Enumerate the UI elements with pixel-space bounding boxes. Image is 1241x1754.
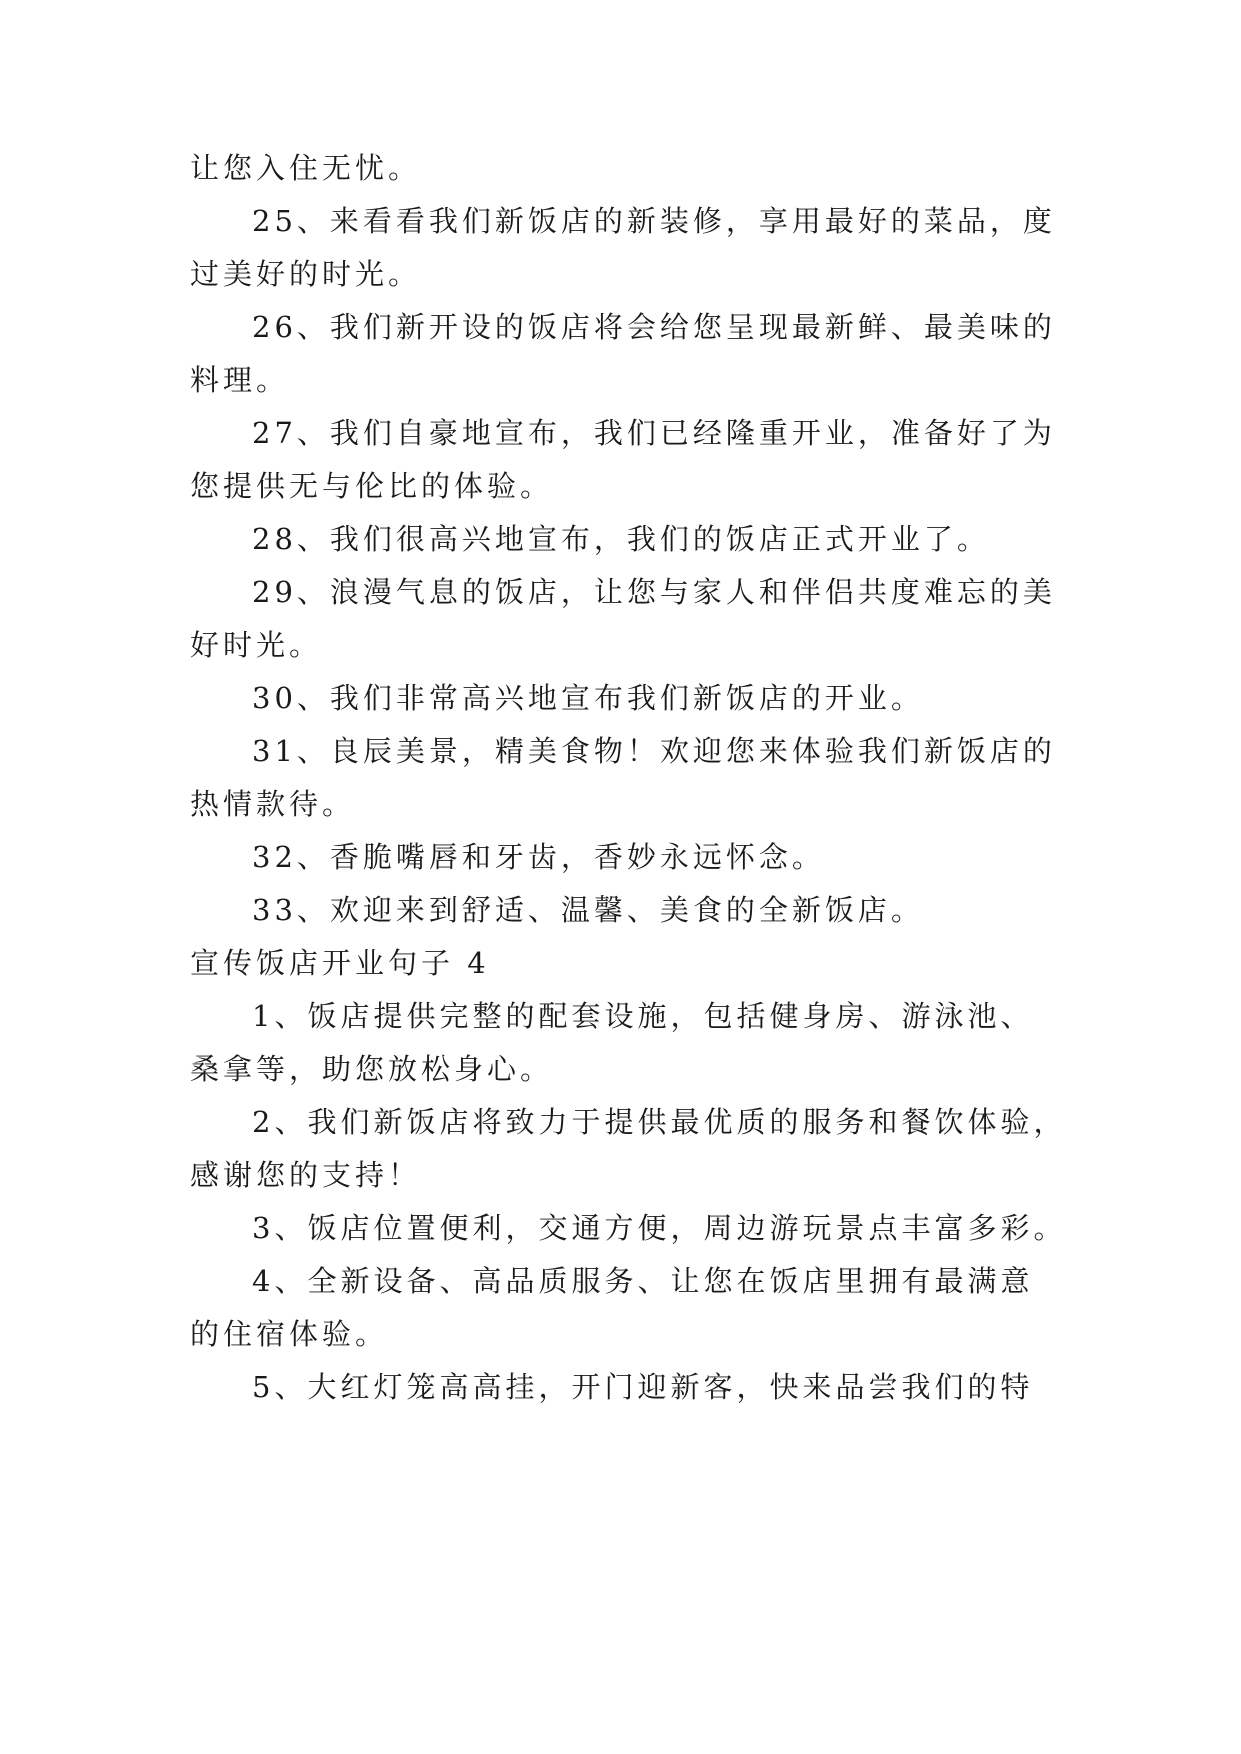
text-line: 您提供无与伦比的体验。	[190, 469, 554, 503]
text-line: 让您入住无忧。	[190, 151, 422, 185]
list-item-25: 25、来看看我们新饭店的新装修，享用最好的菜品，度	[252, 204, 1056, 238]
text-line: 好时光。	[190, 628, 323, 662]
list-item-3: 3、饭店位置便利，交通方便，周边游玩景点丰富多彩。	[252, 1211, 1067, 1245]
section-heading: 宣传饭店开业句子 4	[190, 946, 490, 980]
text-line: 料理。	[190, 363, 290, 397]
text-line: 感谢您的支持！	[190, 1158, 422, 1192]
list-item-28: 28、我们很高兴地宣布，我们的饭店正式开业了。	[252, 522, 990, 556]
list-item-2: 2、我们新饭店将致力于提供最优质的服务和餐饮体验，	[252, 1105, 1067, 1139]
list-item-29: 29、浪漫气息的饭店，让您与家人和伴侣共度难忘的美	[252, 575, 1056, 609]
text-line: 桑拿等，助您放松身心。	[190, 1052, 554, 1086]
list-item-1: 1、饭店提供完整的配套设施，包括健身房、游泳池、	[252, 999, 1034, 1033]
list-item-26: 26、我们新开设的饭店将会给您呈现最新鲜、最美味的	[252, 310, 1056, 344]
list-item-33: 33、欢迎来到舒适、温馨、美食的全新饭店。	[252, 893, 924, 927]
list-item-5: 5、大红灯笼高高挂，开门迎新客，快来品尝我们的特	[252, 1370, 1034, 1404]
list-item-30: 30、我们非常高兴地宣布我们新饭店的开业。	[252, 681, 924, 715]
text-line: 的住宿体验。	[190, 1317, 389, 1351]
list-item-27: 27、我们自豪地宣布，我们已经隆重开业，准备好了为	[252, 416, 1056, 450]
list-item-32: 32、香脆嘴唇和牙齿，香妙永远怀念。	[252, 840, 825, 874]
text-line: 热情款待。	[190, 787, 356, 821]
list-item-4: 4、全新设备、高品质服务、让您在饭店里拥有最满意	[252, 1264, 1034, 1298]
list-item-31: 31、良辰美景，精美食物！欢迎您来体验我们新饭店的	[252, 734, 1056, 768]
text-line: 过美好的时光。	[190, 257, 422, 291]
